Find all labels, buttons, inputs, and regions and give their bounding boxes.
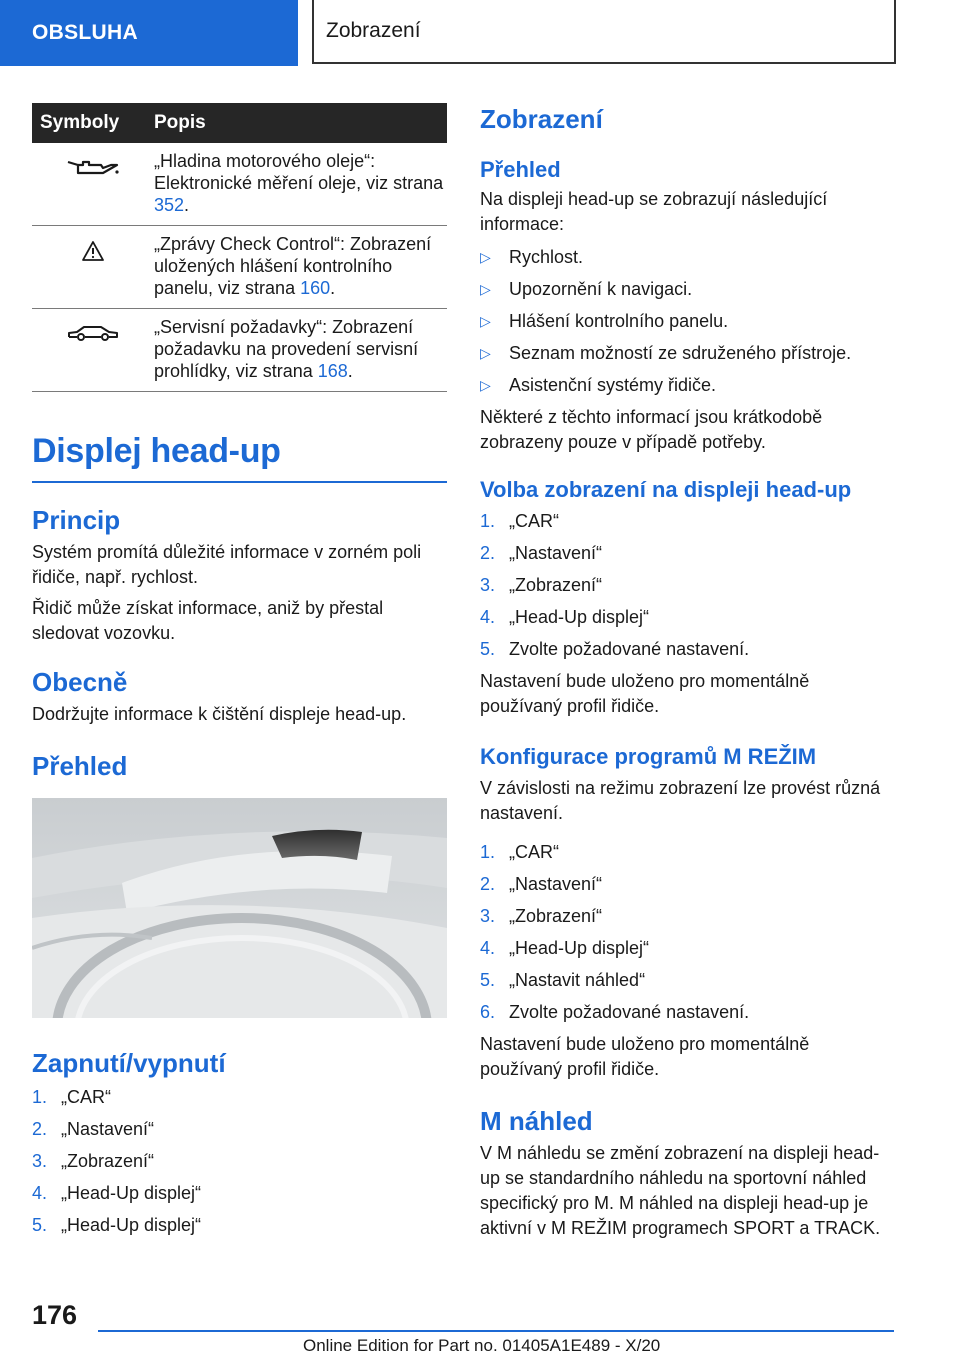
right-column [480, 103, 896, 1241]
list-item: 1. „CAR“ [480, 842, 559, 862]
list-item: 3. „Zobrazení“ [480, 575, 603, 595]
list-item: 5. „Nastavit náhled“ [480, 970, 646, 990]
chapter-tab [312, 0, 896, 64]
list-item: ▷ Rychlost. [480, 247, 584, 267]
section-label: OBSLUHA [32, 21, 138, 44]
col-symbols-header: Symboly [32, 103, 154, 143]
list-item: 3. „Zobrazení“ [480, 906, 603, 926]
symbols-table [32, 103, 447, 392]
list-item: 4. „Head-Up displej“ [32, 1183, 202, 1203]
config-steps [480, 840, 896, 1025]
page-link[interactable]: 352 [154, 195, 185, 215]
overview-bullets [480, 245, 896, 398]
list-item: 4. „Head-Up displej“ [480, 607, 650, 627]
col-desc-header: Popis [154, 103, 447, 143]
select-note: Nastavení bude uloženo pro momentálně používaný profil řidiče. [480, 671, 810, 716]
chapter-label: Zobrazení [326, 19, 421, 42]
list-item: ▷ Asistenční systémy řidiče. [480, 375, 717, 395]
onoff-heading: Zapnutí/vypnutí [32, 1048, 226, 1078]
page-link[interactable]: 160 [300, 278, 331, 298]
list-item: ▷ Seznam možností ze sdruženého přístroje. [480, 343, 852, 363]
config-note: Nastavení bude uloženo pro momentálně používaný profil řidiče. [480, 1034, 810, 1079]
list-item: 2. „Nastavení“ [480, 874, 603, 894]
list-item: 3. „Zobrazení“ [32, 1151, 155, 1171]
config-heading: Konfigurace programů M REŽIM [480, 744, 817, 769]
section-tab [0, 0, 298, 66]
principle-paragraph: Systém promítá důležité informace v zorném poli řidiče, např. rychlost. [32, 542, 422, 587]
general-paragraph: Dodržujte informace k čištění displeje head-up. [32, 704, 407, 724]
overview-heading: Přehled [32, 751, 128, 781]
principle-heading: Princip [32, 505, 121, 535]
overview-heading: Přehled [480, 157, 561, 182]
general-heading: Obecně [32, 667, 128, 697]
list-item: 4. „Head-Up displej“ [480, 938, 650, 958]
warning-triangle-icon [81, 240, 105, 262]
list-item: 2. „Nastavení“ [32, 1119, 155, 1139]
principle-paragraph: Řidič může získat informace, aniž by přestal sledovat vozovku. [32, 598, 384, 643]
page-title: Displej head-up [32, 432, 281, 470]
footer-rule [98, 1330, 894, 1332]
overview-paragraph: Na displeji head-up se zobrazují následující informace: [480, 189, 828, 234]
list-item: ▷ Upozornění k navigaci. [480, 279, 693, 299]
list-item: 2. „Nastavení“ [480, 543, 603, 563]
list-item: ▷ Hlášení kontrolního panelu. [480, 311, 729, 331]
title-rule [32, 481, 447, 483]
list-item: 1. „CAR“ [480, 511, 559, 531]
select-heading: Volba zobrazení na displeji head-up [480, 477, 852, 502]
left-column [32, 103, 447, 1245]
list-item: 6. Zvolte požadované nastavení. [480, 1002, 750, 1022]
row-text: „Zprávy Check Control“: Zobrazení uložených hlášení kontrolního panelu, viz strana [154, 234, 432, 298]
table-row: „Zprávy Check Control“: Zobrazení uložených hlášení kontrolního panelu, viz strana 160. [32, 226, 447, 309]
onoff-steps [32, 1085, 447, 1238]
overview-paragraph: Některé z těchto informací jsou krátkodobě zobrazeny pouze v případě potřeby. [480, 407, 823, 452]
row-text: „Hladina motorového oleje“: Elektronické měření oleje, viz strana [154, 151, 444, 193]
table-row: „Servisní požadavky“: Zobrazení požadavku na provedení servisní prohlídky, viz strana 168. [32, 309, 447, 392]
car-service-icon [65, 323, 121, 343]
row-text: „Servisní požadavky“: Zobrazení požadavku na provedení servisní prohlídky, viz strana [154, 317, 419, 381]
list-item: 1. „CAR“ [32, 1087, 111, 1107]
mpreview-heading: M náhled [480, 1106, 593, 1136]
table-row: „Hladina motorového oleje“: Elektronické měření oleje, viz strana 352. [32, 143, 447, 226]
config-paragraph: V závislosti na režimu zobrazení lze provést různá nastavení. [480, 778, 881, 823]
edition-note: Online Edition for Part no. 01405A1E489 - X/20 [303, 1336, 661, 1355]
page-number: 176 [32, 1300, 78, 1330]
head-up-display-photo [32, 798, 447, 1018]
select-steps [480, 509, 896, 662]
page-link[interactable]: 168 [317, 361, 348, 381]
section-heading: Zobrazení [480, 104, 603, 134]
list-item: 5. „Head-Up displej“ [32, 1215, 202, 1235]
mpreview-paragraph: V M náhledu se změní zobrazení na displeji head-up se standardního náhledu na sportovní náhled specifický pro M. M náhled na displeji head-up je aktivní v M REŽIM programech SPORT a TRACK. [480, 1143, 881, 1238]
oil-can-icon [65, 157, 121, 179]
table-header [32, 103, 447, 143]
list-item: 5. Zvolte požadované nastavení. [480, 639, 750, 659]
